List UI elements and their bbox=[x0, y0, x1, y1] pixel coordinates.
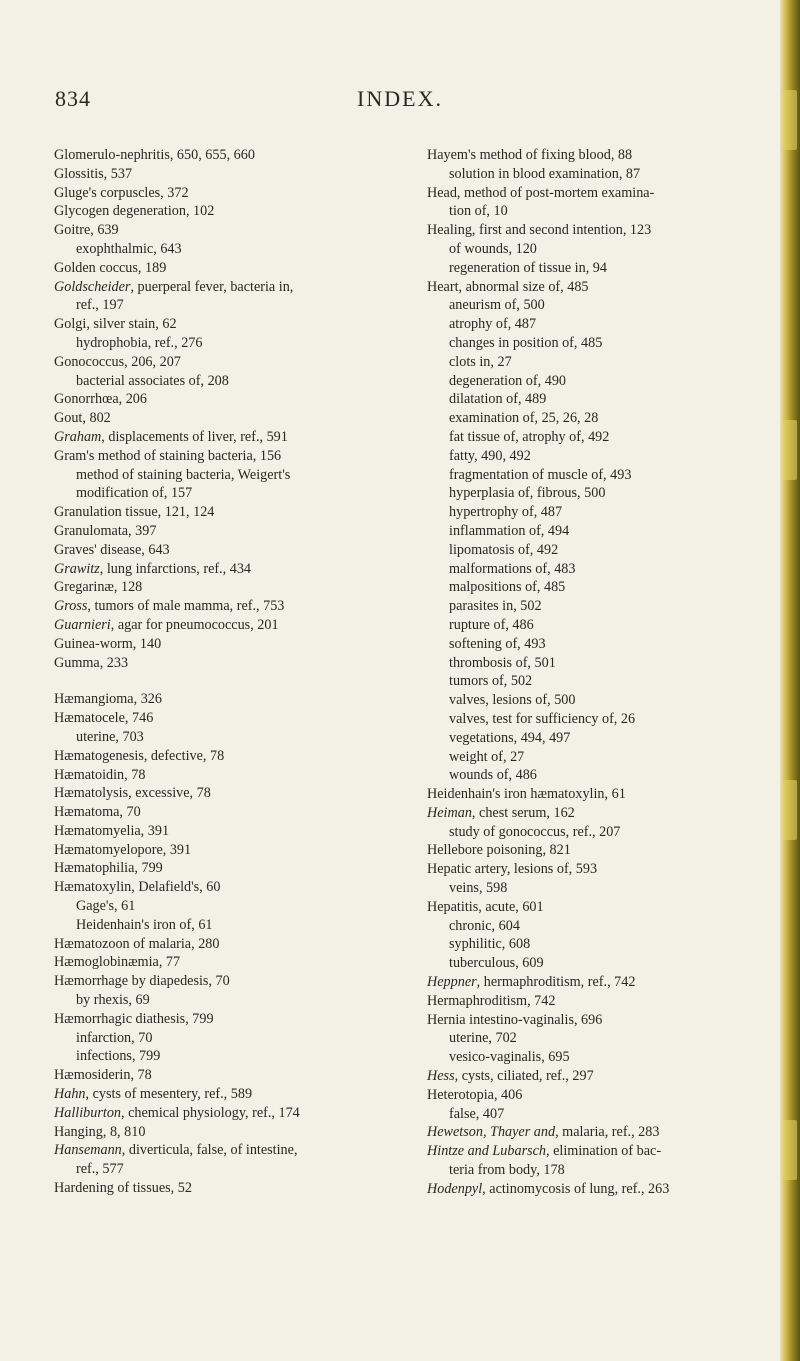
index-entry bbox=[54, 503, 406, 522]
index-subentry bbox=[427, 428, 767, 447]
index-entry-text: Hæmoglobinæmia, 77 bbox=[54, 954, 181, 971]
index-entry bbox=[54, 578, 406, 597]
index-subentry bbox=[427, 165, 767, 184]
index-subentry bbox=[54, 240, 406, 259]
index-entry-text: Hæmatocele, 746 bbox=[54, 710, 154, 727]
index-entry bbox=[54, 841, 406, 860]
index-entry bbox=[54, 146, 406, 165]
index-entry-text: , cysts, ciliated, ref., 297 bbox=[454, 1068, 594, 1085]
index-entry bbox=[427, 1086, 767, 1105]
index-entry bbox=[54, 278, 406, 297]
index-entry-text: inflammation of, 494 bbox=[449, 522, 570, 539]
index-subentry bbox=[427, 917, 767, 936]
index-subentry bbox=[54, 372, 406, 391]
index-entry-text: malformations of, 483 bbox=[449, 560, 576, 577]
index-entry-text: exophthalmic, 643 bbox=[76, 240, 182, 257]
index-entry-text: solution in blood examination, 87 bbox=[449, 165, 641, 182]
index-entry-text: valves, lesions of, 500 bbox=[449, 692, 576, 709]
index-subentry bbox=[427, 390, 767, 409]
index-entry-text: , diverticula, false, of intestine, bbox=[121, 1142, 298, 1159]
index-subentry bbox=[427, 334, 767, 353]
index-subentry bbox=[427, 353, 767, 372]
index-entry-author: Hodenpyl bbox=[427, 1180, 483, 1197]
edge-tab-mark bbox=[783, 90, 797, 150]
index-entry bbox=[54, 859, 406, 878]
index-subentry bbox=[427, 691, 767, 710]
index-subentry bbox=[427, 1161, 767, 1180]
index-subentry bbox=[427, 202, 767, 221]
index-entry-text: Head, method of post-mortem examina- bbox=[427, 184, 655, 201]
index-entry-text: malpositions of, 485 bbox=[449, 579, 566, 596]
index-entry-text: uterine, 703 bbox=[76, 728, 144, 745]
index-entry-text: Gage's, 61 bbox=[76, 898, 136, 915]
index-entry-text: tion of, 10 bbox=[449, 203, 508, 220]
index-entry-text: infections, 799 bbox=[76, 1048, 161, 1065]
index-entry-text: Goitre, 639 bbox=[54, 222, 119, 239]
index-subentry bbox=[427, 597, 767, 616]
index-entry-text: fatty, 490, 492 bbox=[449, 447, 531, 464]
index-entry bbox=[54, 409, 406, 428]
index-entry-text: bacterial associates of, 208 bbox=[76, 372, 229, 389]
index-entry bbox=[54, 635, 406, 654]
index-entry-text: Hæmatoidin, 78 bbox=[54, 766, 146, 783]
index-entry-author: Hahn bbox=[54, 1086, 86, 1103]
index-entry bbox=[54, 972, 406, 991]
index-subentry bbox=[54, 728, 406, 747]
index-entry-text: , agar for pneumococcus, 201 bbox=[110, 616, 279, 633]
index-entry-text: Glossitis, 537 bbox=[54, 165, 133, 182]
index-entry-text: Hepatitis, acute, 601 bbox=[427, 898, 544, 915]
index-entry bbox=[427, 1011, 767, 1030]
index-entry bbox=[54, 654, 406, 673]
page-number: 834 bbox=[55, 86, 91, 111]
section-gap bbox=[54, 672, 406, 690]
index-entry bbox=[427, 992, 767, 1011]
index-entry-text: Granulation tissue, 121, 124 bbox=[54, 504, 215, 521]
index-entry bbox=[54, 597, 406, 616]
index-entry-text: clots in, 27 bbox=[449, 353, 512, 370]
index-entry bbox=[54, 822, 406, 841]
index-subentry bbox=[54, 991, 406, 1010]
index-entry-text: thrombosis of, 501 bbox=[449, 654, 556, 671]
index-entry-author: Halliburton bbox=[54, 1104, 122, 1121]
index-entry bbox=[54, 165, 406, 184]
index-subentry bbox=[427, 616, 767, 635]
index-entry-text: Hæmosiderin, 78 bbox=[54, 1067, 152, 1084]
index-entry bbox=[54, 259, 406, 278]
index-subentry bbox=[427, 710, 767, 729]
index-entry bbox=[427, 1123, 767, 1142]
index-entry bbox=[54, 1010, 406, 1029]
index-entry-text: weight of, 27 bbox=[449, 748, 525, 765]
index-entry bbox=[54, 522, 406, 541]
index-entry bbox=[427, 146, 767, 165]
index-entry-text: tuberculous, 609 bbox=[449, 955, 544, 972]
index-entry-text: teria from body, 178 bbox=[449, 1162, 565, 1179]
index-entry bbox=[54, 221, 406, 240]
index-subentry bbox=[54, 484, 406, 503]
index-entry bbox=[427, 1180, 767, 1199]
index-entry-text: Gumma, 233 bbox=[54, 654, 129, 671]
index-subentry bbox=[54, 916, 406, 935]
index-subentry bbox=[427, 1105, 767, 1124]
index-entry-text: , cysts of mesentery, ref., 589 bbox=[85, 1086, 253, 1103]
index-entry bbox=[54, 315, 406, 334]
index-entry-text: veins, 598 bbox=[449, 880, 508, 897]
index-subentry bbox=[54, 1160, 406, 1179]
index-entry-text: Hæmatogenesis, defective, 78 bbox=[54, 747, 225, 764]
index-entry-text: degeneration of, 490 bbox=[449, 372, 567, 389]
index-entry-text: Hæmatolysis, excessive, 78 bbox=[54, 785, 211, 802]
index-entry-text: Hæmorrhage by diapedesis, 70 bbox=[54, 973, 230, 990]
index-entry-text: Gonococcus, 206, 207 bbox=[54, 353, 181, 370]
index-subentry bbox=[427, 409, 767, 428]
index-subentry bbox=[427, 522, 767, 541]
index-entry-text: , elimination of bac- bbox=[546, 1143, 662, 1160]
index-entry bbox=[427, 898, 767, 917]
index-entry-text: hypertrophy of, 487 bbox=[449, 504, 563, 521]
index-entry-text: Golden coccus, 189 bbox=[54, 259, 167, 276]
index-entry-text: uterine, 702 bbox=[449, 1030, 517, 1047]
index-subentry bbox=[427, 766, 767, 785]
index-entry-text: Heterotopia, 406 bbox=[427, 1086, 523, 1103]
index-entry-text: hydrophobia, ref., 276 bbox=[76, 334, 203, 351]
index-entry-text: chronic, 604 bbox=[449, 917, 520, 934]
index-entry-text: lipomatosis of, 492 bbox=[449, 541, 559, 558]
index-subentry bbox=[54, 296, 406, 315]
index-subentry bbox=[427, 541, 767, 560]
index-entry bbox=[54, 447, 406, 466]
index-entry-text: Hæmatoxylin, Delafield's, 60 bbox=[54, 879, 221, 896]
index-subentry bbox=[427, 560, 767, 579]
index-entry-text: modification of, 157 bbox=[76, 485, 193, 502]
index-subentry bbox=[427, 954, 767, 973]
index-entry-text: , tumors of male mamma, ref., 753 bbox=[87, 598, 285, 615]
index-entry-author: Hintze and Lubarsch bbox=[427, 1143, 547, 1160]
index-entry-text: Hellebore poisoning, 821 bbox=[427, 842, 571, 859]
index-entry bbox=[54, 878, 406, 897]
index-entry-text: wounds of, 486 bbox=[449, 767, 537, 784]
index-entry-text: Hæmatophilia, 799 bbox=[54, 860, 163, 877]
index-subentry bbox=[427, 372, 767, 391]
index-entry-text: ref., 197 bbox=[76, 297, 124, 314]
index-entry-text: Heidenhain's iron of, 61 bbox=[76, 916, 213, 933]
index-entry bbox=[54, 803, 406, 822]
index-entry-text: Heidenhain's iron hæmatoxylin, 61 bbox=[427, 786, 626, 803]
edge-tab-mark bbox=[783, 420, 797, 480]
index-subentry bbox=[427, 654, 767, 673]
index-entry-text: Hernia intestino-vaginalis, 696 bbox=[427, 1011, 603, 1028]
index-entry bbox=[54, 560, 406, 579]
index-entry-text: vegetations, 494, 497 bbox=[449, 729, 571, 746]
page-title: INDEX. bbox=[357, 86, 443, 111]
index-subentry bbox=[427, 447, 767, 466]
index-entry-text: vesico-vaginalis, 695 bbox=[449, 1049, 570, 1066]
index-entry-text: method of staining bacteria, Weigert's bbox=[76, 466, 291, 483]
index-subentry bbox=[427, 672, 767, 691]
index-entry-text: Golgi, silver stain, 62 bbox=[54, 316, 177, 333]
index-entry-text: Hæmangioma, 326 bbox=[54, 691, 162, 708]
index-entry-text: hyperplasia of, fibrous, 500 bbox=[449, 485, 606, 502]
index-column-right bbox=[427, 146, 767, 1199]
index-entry bbox=[54, 1085, 406, 1104]
index-entry-text: , chest serum, 162 bbox=[471, 804, 575, 821]
index-entry-text: , displacements of liver, ref., 591 bbox=[101, 428, 288, 445]
index-entry-text: , actinomycosis of lung, ref., 263 bbox=[482, 1180, 670, 1197]
index-entry bbox=[54, 1104, 406, 1123]
index-subentry bbox=[427, 466, 767, 485]
index-entry bbox=[54, 1066, 406, 1085]
index-entry-text: by rhexis, 69 bbox=[76, 992, 150, 1009]
index-entry bbox=[54, 1179, 406, 1198]
index-entry-text: tumors of, 502 bbox=[449, 673, 533, 690]
index-entry-text: , hermaphroditism, ref., 742 bbox=[476, 974, 636, 991]
index-entry-text: dilatation of, 489 bbox=[449, 391, 547, 408]
index-entry-text: Guinea-worm, 140 bbox=[54, 635, 162, 652]
index-entry-text: softening of, 493 bbox=[449, 635, 546, 652]
index-entry bbox=[54, 1141, 406, 1160]
index-entry-text: fat tissue of, atrophy of, 492 bbox=[449, 428, 610, 445]
index-entry-text: Gluge's corpuscles, 372 bbox=[54, 184, 189, 201]
index-entry-text: Hayem's method of fixing blood, 88 bbox=[427, 147, 633, 163]
index-subentry bbox=[427, 1029, 767, 1048]
index-entry-text: Healing, first and second intention, 123 bbox=[427, 222, 652, 239]
index-entry-text: ref., 577 bbox=[76, 1161, 124, 1178]
index-entry-text: regeneration of tissue in, 94 bbox=[449, 259, 607, 276]
index-subentry bbox=[427, 296, 767, 315]
index-entry-text: Hæmatozoon of malaria, 280 bbox=[54, 935, 220, 952]
index-entry-author: Heppner bbox=[427, 974, 477, 991]
index-subentry bbox=[427, 635, 767, 654]
index-column-left bbox=[54, 146, 406, 1198]
index-entry-author: Goldscheider bbox=[54, 278, 131, 295]
index-entry-text: , puerperal fever, bacteria in, bbox=[130, 278, 294, 295]
index-subentry bbox=[54, 334, 406, 353]
index-entry-text: Gonorrhœa, 206 bbox=[54, 391, 147, 408]
index-entry-text: Hæmorrhagic diathesis, 799 bbox=[54, 1010, 214, 1027]
index-entry-text: Gregarinæ, 128 bbox=[54, 579, 143, 596]
index-entry-text: Graves' disease, 643 bbox=[54, 541, 170, 558]
index-entry-text: Hardening of tissues, 52 bbox=[54, 1180, 192, 1197]
index-entry-text: infarction, 70 bbox=[76, 1029, 153, 1046]
index-entry-text: Gout, 802 bbox=[54, 410, 111, 427]
index-entry bbox=[54, 202, 406, 221]
index-entry-author: Heiman bbox=[427, 804, 472, 821]
index-subentry bbox=[427, 315, 767, 334]
index-entry-text: , malaria, ref., 283 bbox=[555, 1124, 660, 1141]
index-subentry bbox=[427, 879, 767, 898]
index-entry bbox=[427, 841, 767, 860]
index-entry-text: false, 407 bbox=[449, 1105, 505, 1122]
index-entry bbox=[427, 973, 767, 992]
index-entry bbox=[54, 935, 406, 954]
index-entry-text: Hermaphroditism, 742 bbox=[427, 992, 556, 1009]
index-subentry bbox=[427, 935, 767, 954]
index-entry-author: Graham bbox=[54, 428, 102, 445]
index-entry-text: Gram's method of staining bacteria, 156 bbox=[54, 447, 282, 464]
index-subentry bbox=[427, 484, 767, 503]
index-subentry bbox=[427, 1048, 767, 1067]
index-subentry bbox=[427, 578, 767, 597]
index-subentry bbox=[427, 823, 767, 842]
index-subentry bbox=[54, 1047, 406, 1066]
index-entry bbox=[427, 278, 767, 297]
edge-tab-mark bbox=[783, 780, 797, 840]
index-entry bbox=[54, 184, 406, 203]
index-subentry bbox=[427, 748, 767, 767]
index-entry-text: , lung infarctions, ref., 434 bbox=[99, 560, 252, 577]
index-entry bbox=[427, 1142, 767, 1161]
index-entry bbox=[427, 785, 767, 804]
index-entry bbox=[54, 616, 406, 635]
index-subentry bbox=[54, 897, 406, 916]
index-entry bbox=[427, 184, 767, 203]
index-entry bbox=[54, 428, 406, 447]
index-entry bbox=[54, 353, 406, 372]
index-entry-text: Granulomata, 397 bbox=[54, 522, 157, 539]
index-entry-text: aneurism of, 500 bbox=[449, 297, 545, 314]
index-entry bbox=[427, 1067, 767, 1086]
index-entry-text: rupture of, 486 bbox=[449, 616, 534, 633]
page-edge bbox=[780, 0, 800, 1361]
index-entry-text: changes in position of, 485 bbox=[449, 334, 603, 351]
index-entry bbox=[54, 1123, 406, 1142]
index-subentry bbox=[54, 1029, 406, 1048]
index-entry-text: Glomerulo-nephritis, 650, 655, 660 bbox=[54, 147, 255, 163]
index-entry-author: Hewetson, Thayer and bbox=[427, 1124, 556, 1141]
index-entry-text: Hanging, 8, 810 bbox=[54, 1123, 146, 1140]
index-entry bbox=[54, 541, 406, 560]
index-entry-text: Glycogen degeneration, 102 bbox=[54, 203, 215, 220]
index-subentry bbox=[427, 259, 767, 278]
index-entry bbox=[54, 390, 406, 409]
index-entry bbox=[54, 747, 406, 766]
index-entry-text: parasites in, 502 bbox=[449, 598, 542, 615]
index-entry-text: of wounds, 120 bbox=[449, 240, 537, 257]
index-entry-text: Hæmatomyelia, 391 bbox=[54, 822, 170, 839]
index-entry-text: Hepatic artery, lesions of, 593 bbox=[427, 861, 598, 878]
index-entry bbox=[427, 221, 767, 240]
index-entry-text: atrophy of, 487 bbox=[449, 316, 537, 333]
index-entry bbox=[427, 804, 767, 823]
index-entry-text: examination of, 25, 26, 28 bbox=[449, 410, 599, 427]
index-subentry bbox=[427, 729, 767, 748]
index-entry bbox=[54, 784, 406, 803]
index-entry-text: fragmentation of muscle of, 493 bbox=[449, 466, 632, 483]
index-entry-author: Grawitz bbox=[54, 560, 100, 577]
index-subentry bbox=[427, 240, 767, 259]
index-entry-text: valves, test for sufficiency of, 26 bbox=[449, 710, 636, 727]
index-entry bbox=[427, 860, 767, 879]
index-entry-text: Hæmatoma, 70 bbox=[54, 804, 141, 821]
index-entry-author: Hansemann bbox=[54, 1142, 122, 1159]
index-entry-author: Hess bbox=[427, 1068, 455, 1085]
index-entry-text: syphilitic, 608 bbox=[449, 936, 531, 953]
page-header bbox=[50, 86, 750, 120]
index-subentry bbox=[54, 466, 406, 485]
index-entry-text: Hæmatomyelopore, 391 bbox=[54, 841, 192, 858]
index-entry bbox=[54, 953, 406, 972]
index-entry-text: Heart, abnormal size of, 485 bbox=[427, 278, 589, 295]
index-entry-author: Gross bbox=[54, 598, 88, 615]
index-subentry bbox=[427, 503, 767, 522]
edge-tab-mark bbox=[783, 1120, 797, 1180]
index-entry bbox=[54, 766, 406, 785]
index-entry bbox=[54, 709, 406, 728]
index-entry bbox=[54, 690, 406, 709]
index-entry-text: , chemical physiology, ref., 174 bbox=[121, 1104, 300, 1121]
index-entry-text: study of gonococcus, ref., 207 bbox=[449, 823, 621, 840]
index-entry-author: Guarnieri bbox=[54, 616, 111, 633]
